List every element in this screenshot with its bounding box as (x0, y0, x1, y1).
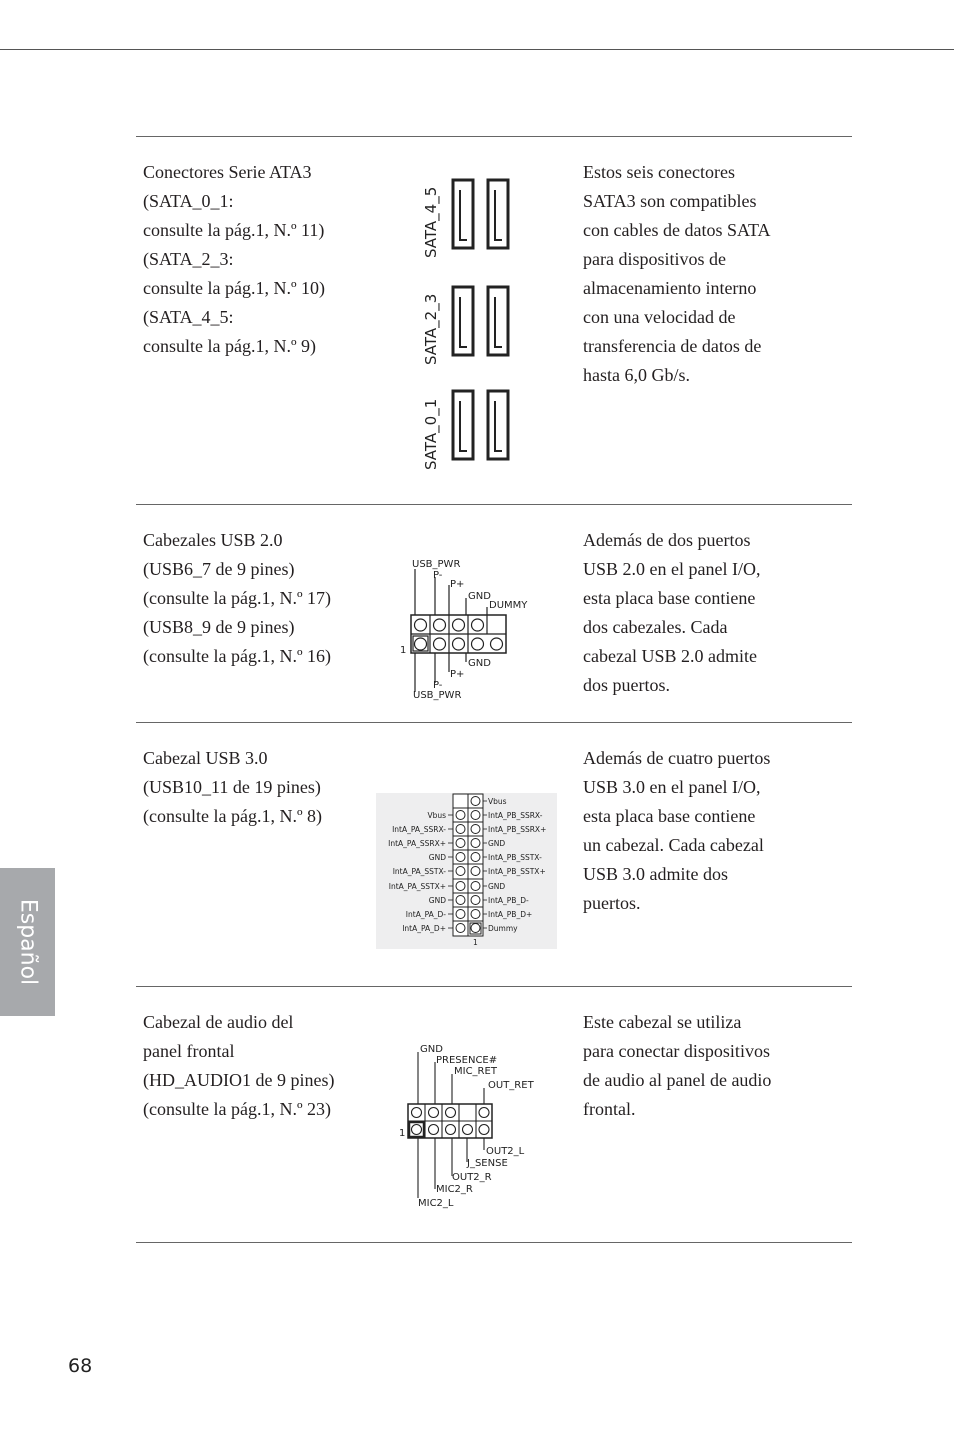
usb2-label-p-plus-bottom: P+ (450, 669, 465, 680)
usb2-label-gnd-bottom: GND (468, 658, 491, 669)
language-tab-label: Español (15, 898, 40, 986)
usb3-left-label: IntA_PA_D+ (402, 924, 446, 933)
audio-description-right: Este cabezal se utiliza para conectar dispositivos de audio al panel de audio frontal. (583, 1012, 772, 1119)
usb2-label-p-minus-top: P- (433, 570, 443, 581)
sata-connector-diagram (415, 170, 525, 475)
sata-0-1-label: SATA_0_1 (422, 398, 440, 470)
audio-label-mic2-r: MIC2_R (436, 1184, 473, 1195)
usb3-left-label: IntA_PA_SSRX- (392, 825, 446, 834)
usb3-left-label: GND (428, 896, 446, 905)
usb3-right-label: IntA_PB_SSTX- (488, 853, 542, 862)
header-rule (0, 49, 954, 50)
sata-description-left: Conectores Serie ATA3 (SATA_0_1: consulte la pág.1, N.º 11) (SATA_2_3: consulte la pág.1, N.º 10) (SATA_4_5: consulte la pág.1, N.º 9) (143, 162, 326, 356)
hd-audio-header-diagram (398, 1040, 543, 1210)
usb3-description-left: Cabezal USB 3.0 (USB10_11 de 19 pines) (consulte la pág.1, N.º 8) (143, 748, 323, 826)
audio-label-out-ret: OUT_RET (488, 1080, 534, 1091)
audio-label-mic-ret: MIC_RET (454, 1066, 497, 1077)
page-number: 68 (68, 1355, 93, 1377)
audio-label-out2-r: OUT2_R (452, 1172, 492, 1183)
audio-label-j-sense: J_SENSE (467, 1158, 508, 1169)
sata-4-5-label: SATA_4_5 (422, 186, 440, 258)
audio-pin1-label: 1 (399, 1128, 406, 1139)
usb2-description-right: Además de dos puertos USB 2.0 en el panel I/O, esta placa base contiene dos cabezales. Cada cabezal USB 2.0 admite dos puertos. (583, 530, 761, 695)
usb2-label-gnd-top: GND (468, 591, 491, 602)
usb2-label-usb-pwr-bottom: USB_PWR (413, 690, 462, 701)
section-divider (136, 136, 852, 137)
usb2-label-p-plus-top: P+ (450, 579, 465, 590)
usb3-left-label: IntA_PA_SSTX- (392, 867, 446, 876)
usb2-description-left: Cabezales USB 2.0 (USB6_7 de 9 pines) (consulte la pág.1, N.º 17) (USB8_9 de 9 pines) (consulte la pág.1, N.º 16) (143, 530, 332, 666)
audio-label-out2-l: OUT2_L (486, 1146, 525, 1157)
section-divider (136, 722, 852, 723)
section-divider (136, 986, 852, 987)
usb3-right-label: Dummy (488, 924, 518, 933)
usb3-right-label: Vbus (488, 797, 507, 806)
usb3-right-label: IntA_PB_SSRX+ (488, 825, 547, 834)
sata-description-right: Estos seis conectores SATA3 son compatibles con cables de datos SATA para dispositivos de almacenamiento interno con una velocidad de transferencia de datos de hasta 6,0 Gb/s. (583, 162, 771, 385)
usb3-left-label: IntA_PA_SSTX+ (388, 882, 446, 891)
audio-label-presence: PRESENCE# (436, 1055, 498, 1066)
usb3-header-diagram (376, 793, 557, 949)
sata-2-3-label: SATA_2_3 (422, 293, 440, 365)
usb3-left-label: IntA_PA_SSRX+ (388, 839, 446, 848)
section-divider (136, 1242, 852, 1243)
usb3-pin1-label: 1 (473, 938, 478, 947)
usb3-right-label: GND (488, 839, 506, 848)
usb3-left-label: Vbus (427, 811, 446, 820)
audio-description-left: Cabezal de audio del panel frontal (HD_AUDIO1 de 9 pines) (consulte la pág.1, N.º 23) (143, 1012, 335, 1119)
usb3-right-label: IntA_PB_SSTX+ (488, 867, 546, 876)
usb3-left-label: GND (428, 853, 446, 862)
language-tab (0, 868, 55, 1016)
usb3-right-label: GND (488, 882, 506, 891)
audio-label-gnd: GND (420, 1044, 443, 1055)
usb3-left-label: IntA_PA_D- (405, 910, 446, 919)
usb2-label-usb-pwr-top: USB_PWR (412, 559, 461, 570)
usb3-description-right: Además de cuatro puertos USB 3.0 en el panel I/O, esta placa base contiene un cabezal. Cada cabezal USB 3.0 admite dos puertos. (583, 748, 771, 913)
usb2-pin1-label: 1 (400, 645, 407, 656)
usb2-header-diagram (396, 555, 546, 705)
usb3-right-label: IntA_PB_SSRX- (488, 811, 543, 820)
section-divider (136, 504, 852, 505)
audio-label-mic2-l: MIC2_L (418, 1198, 454, 1209)
usb3-right-label: IntA_PB_D+ (488, 910, 533, 919)
usb3-right-label: IntA_PB_D- (488, 896, 529, 905)
usb2-label-dummy: DUMMY (489, 600, 528, 611)
usb2-label-p-minus-bottom: P- (433, 680, 443, 691)
